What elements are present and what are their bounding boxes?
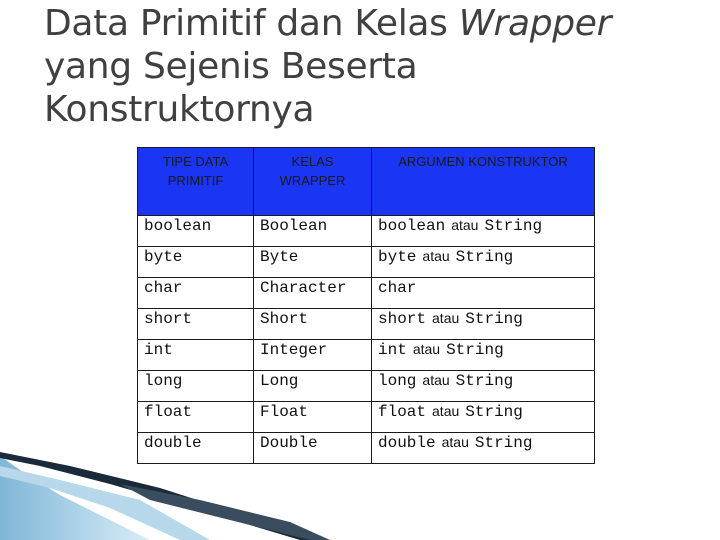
table-row [138, 247, 595, 278]
wrapper-cell: Character [254, 278, 372, 309]
wrapper-cell: Double [254, 433, 372, 464]
table-header-row [138, 148, 595, 216]
header-primitive-type: TIPE DATA PRIMITIF [138, 148, 254, 216]
wrapper-cell: Byte [254, 247, 372, 278]
constructor-arg-cell: float atau String [372, 402, 595, 433]
primitive-cell: int [138, 340, 254, 371]
primitive-cell: boolean [138, 216, 254, 247]
primitive-cell: long [138, 371, 254, 402]
header-constructor-argument: ARGUMEN KONSTRUKTOR [372, 148, 595, 216]
primitive-cell: char [138, 278, 254, 309]
wrapper-cell: Short [254, 309, 372, 340]
header-wrapper-class: KELAS WRAPPER [254, 148, 372, 216]
title-line-2: yang Sejenis Beserta [44, 46, 418, 87]
table-row [138, 402, 595, 433]
table-row [138, 309, 595, 340]
table-row [138, 433, 595, 464]
wrapper-cell: Integer [254, 340, 372, 371]
title-italic-word: Wrapper [458, 3, 612, 44]
wrapper-cell: Float [254, 402, 372, 433]
title-line-1: Data Primitif dan Kelas Wrapper [44, 3, 612, 44]
wrapper-cell: Long [254, 371, 372, 402]
wrapper-class-table [137, 147, 595, 464]
constructor-arg-cell: byte atau String [372, 247, 595, 278]
table-row [138, 340, 595, 371]
title-line-3: Konstruktornya [44, 89, 315, 130]
constructor-arg-cell: boolean atau String [372, 216, 595, 247]
primitive-cell: byte [138, 247, 254, 278]
primitive-cell: float [138, 402, 254, 433]
primitive-cell: short [138, 309, 254, 340]
primitive-cell: double [138, 433, 254, 464]
constructor-arg-cell: long atau String [372, 371, 595, 402]
table-row [138, 371, 595, 402]
table-row [138, 278, 595, 309]
constructor-arg-cell: short atau String [372, 309, 595, 340]
table-row [138, 216, 595, 247]
constructor-arg-cell: double atau String [372, 433, 595, 464]
constructor-arg-cell: int atau String [372, 340, 595, 371]
page-title [44, 2, 611, 131]
constructor-arg-cell: char [372, 278, 595, 309]
wrapper-cell: Boolean [254, 216, 372, 247]
